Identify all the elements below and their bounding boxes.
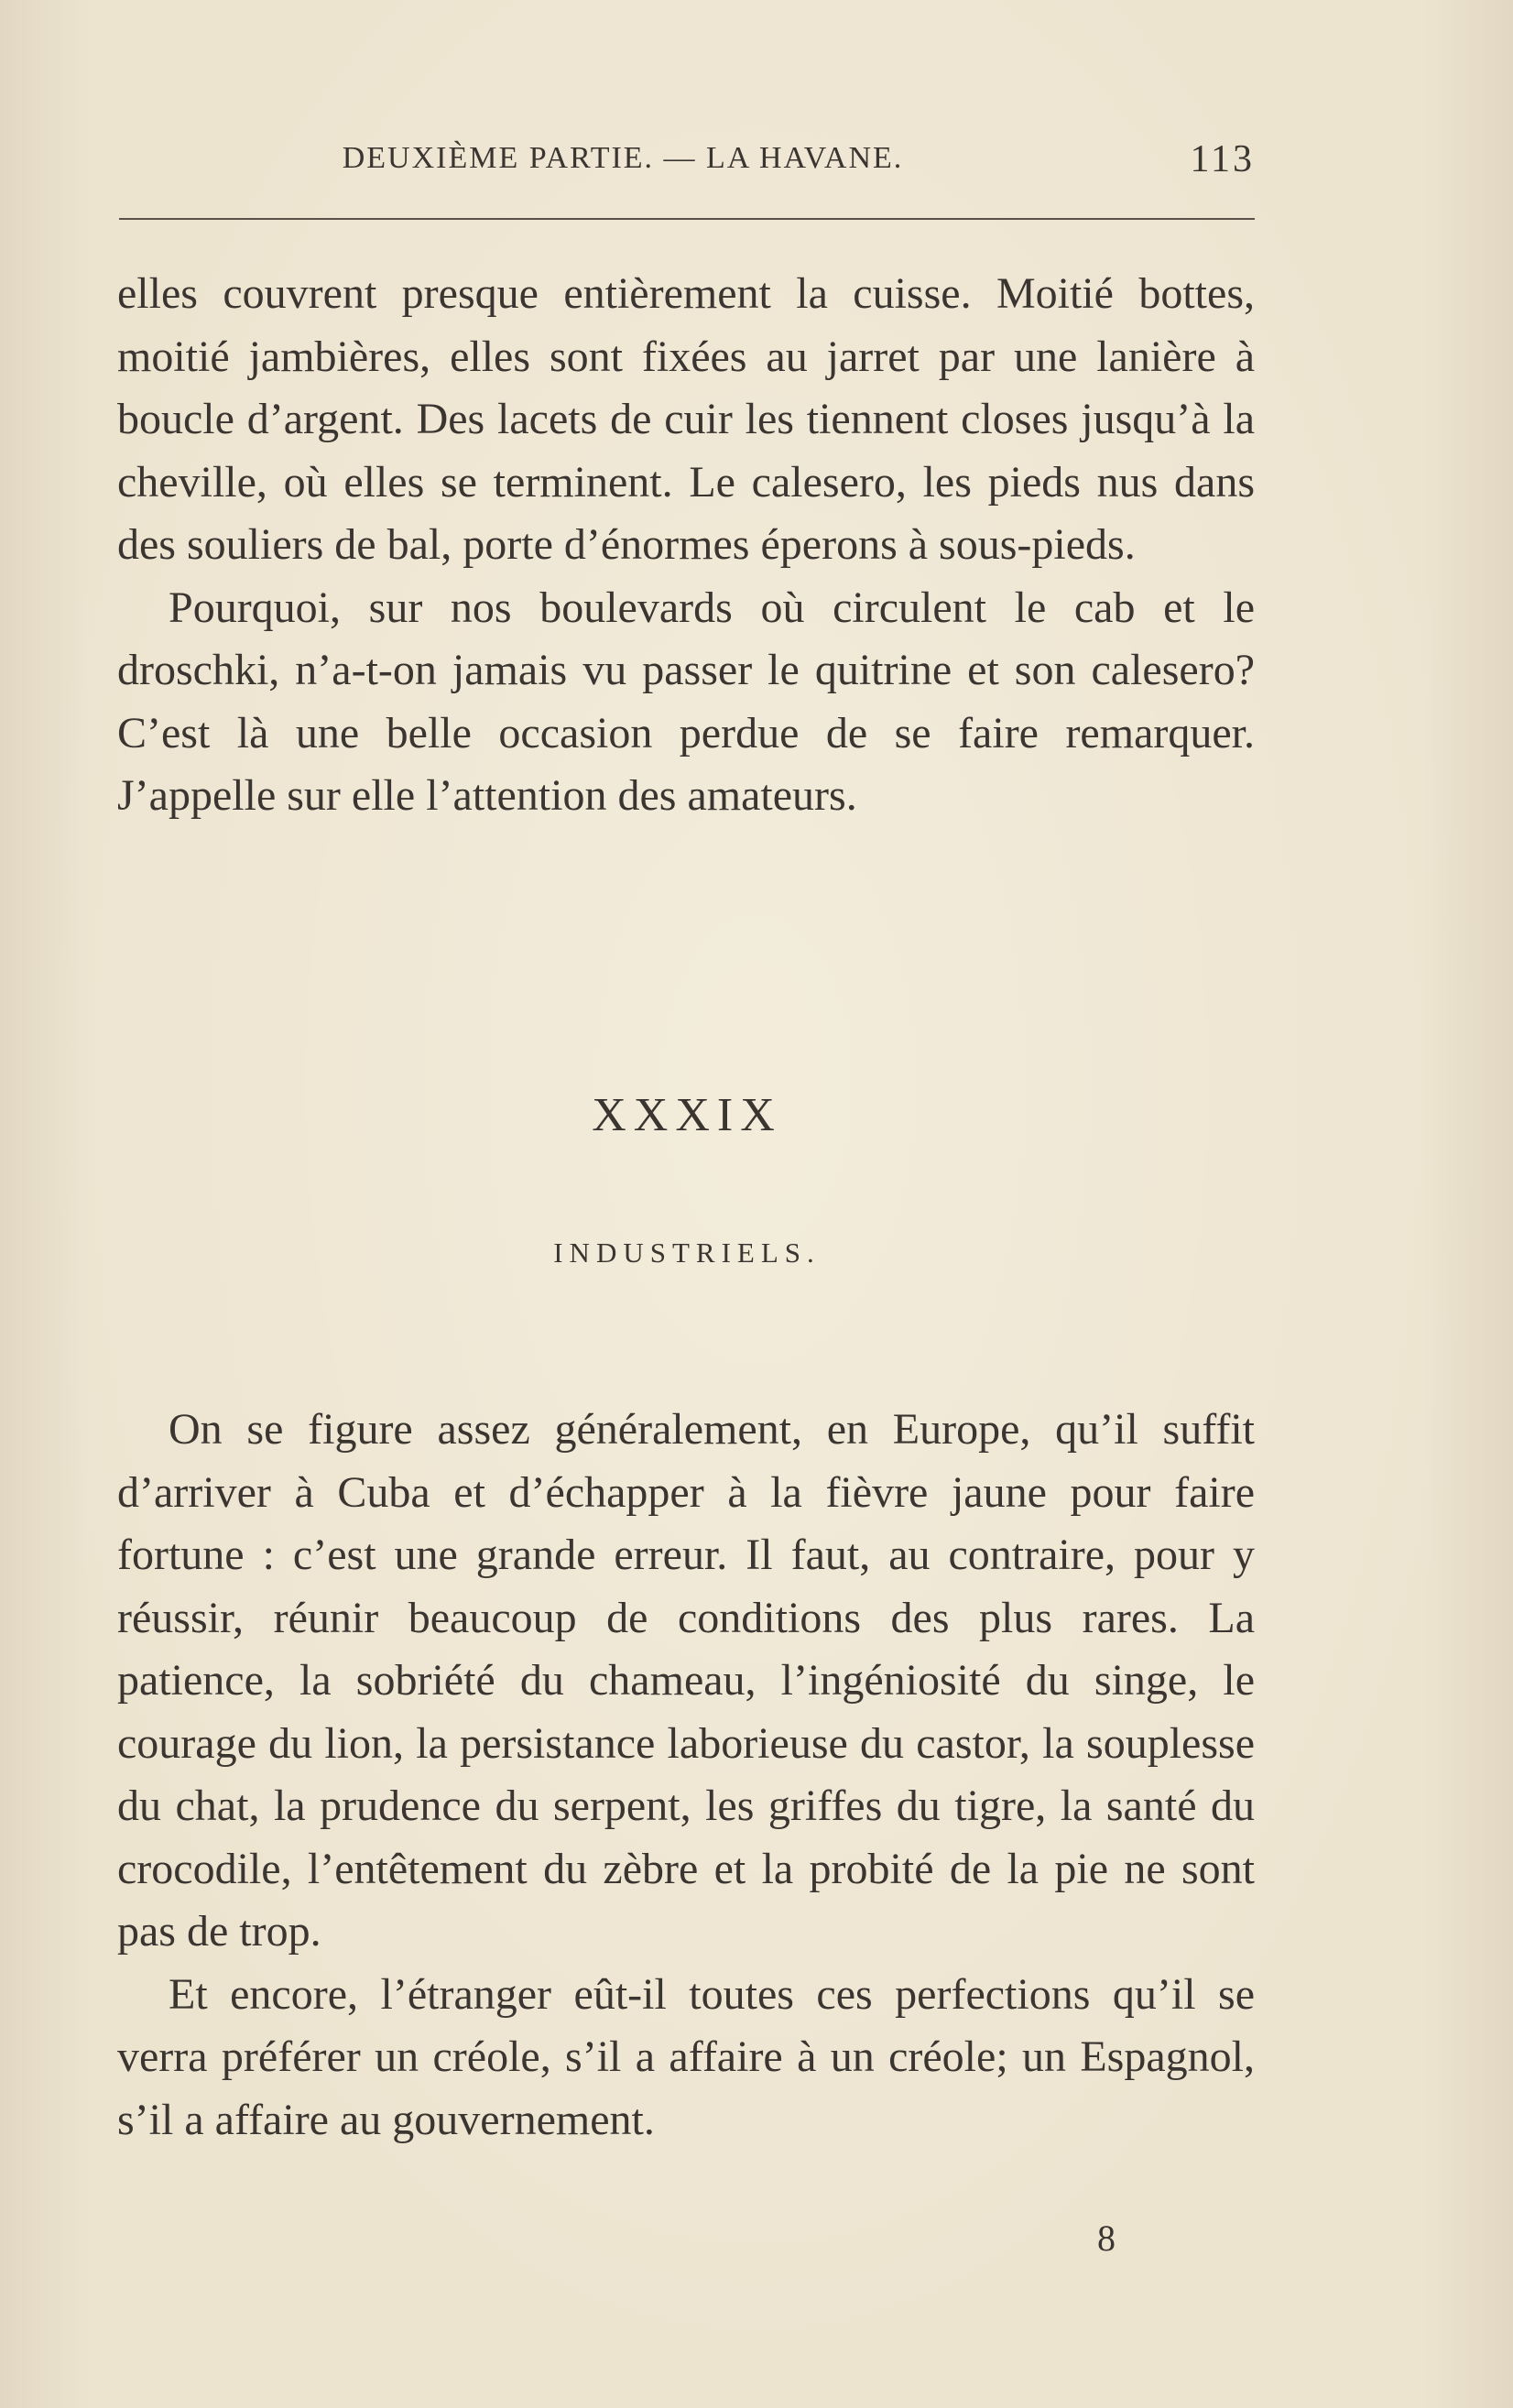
page-number: 113 <box>1190 138 1255 180</box>
running-title: DEUXIÈME PARTIE. — LA HAVANE. <box>342 141 904 175</box>
chapter-title: INDUSTRIELS. <box>553 1237 821 1269</box>
continued-text-block <box>117 263 1255 828</box>
paragraph-continued: elles couvrent presque entièrement la cuisse. Moitié bottes, moitié jambières, elles sont fixées au jarret par une lanière à boucle d’argent. Des lacets de cuir les tiennent closes jusqu’à la cheville, où elles se terminent. Le calesero, les pieds nus dans des souliers de bal, porte d’énormes éperons à sous-pieds. <box>117 269 1255 569</box>
running-head <box>119 137 1255 192</box>
header-rule <box>119 218 1255 220</box>
paragraph: On se figure assez généralement, en Europe, qu’il suffit d’arriver à Cuba et d’échapper à la fièvre jaune pour faire fortune : c’est une grande erreur. Il faut, au contraire, pour y réussir, réunir beaucoup de conditions des plus rares. La patience, la sobriété du chameau, l’ingéniosité du singe, le courage du lion, la persistance laborieuse du castor, la souplesse du chat, la prudence du serpent, les griffes du tigre, la santé du crocodile, l’entêtement du zèbre et la probité de la pie ne sont pas de trop. <box>117 1405 1255 1956</box>
chapter-number: XXXIX <box>592 1089 782 1141</box>
paragraph: Pourquoi, sur nos boulevards où circulent le cab et le droschki, n’a-t-on jamais vu passer le quitrine et son calesero? C’est là une belle occasion perdue de se faire remarquer. J’appelle sur elle l’attention des amateurs. <box>117 583 1255 820</box>
chapter-text-block <box>117 1399 1255 2152</box>
paragraph: Et encore, l’étranger eût-il toutes ces perfections qu’il se verra préférer un créole, s’il a affaire à un créole; un Espagnol, s’il a affaire au gouvernement. <box>117 1969 1255 2144</box>
signature-mark: 8 <box>1097 2217 1116 2259</box>
